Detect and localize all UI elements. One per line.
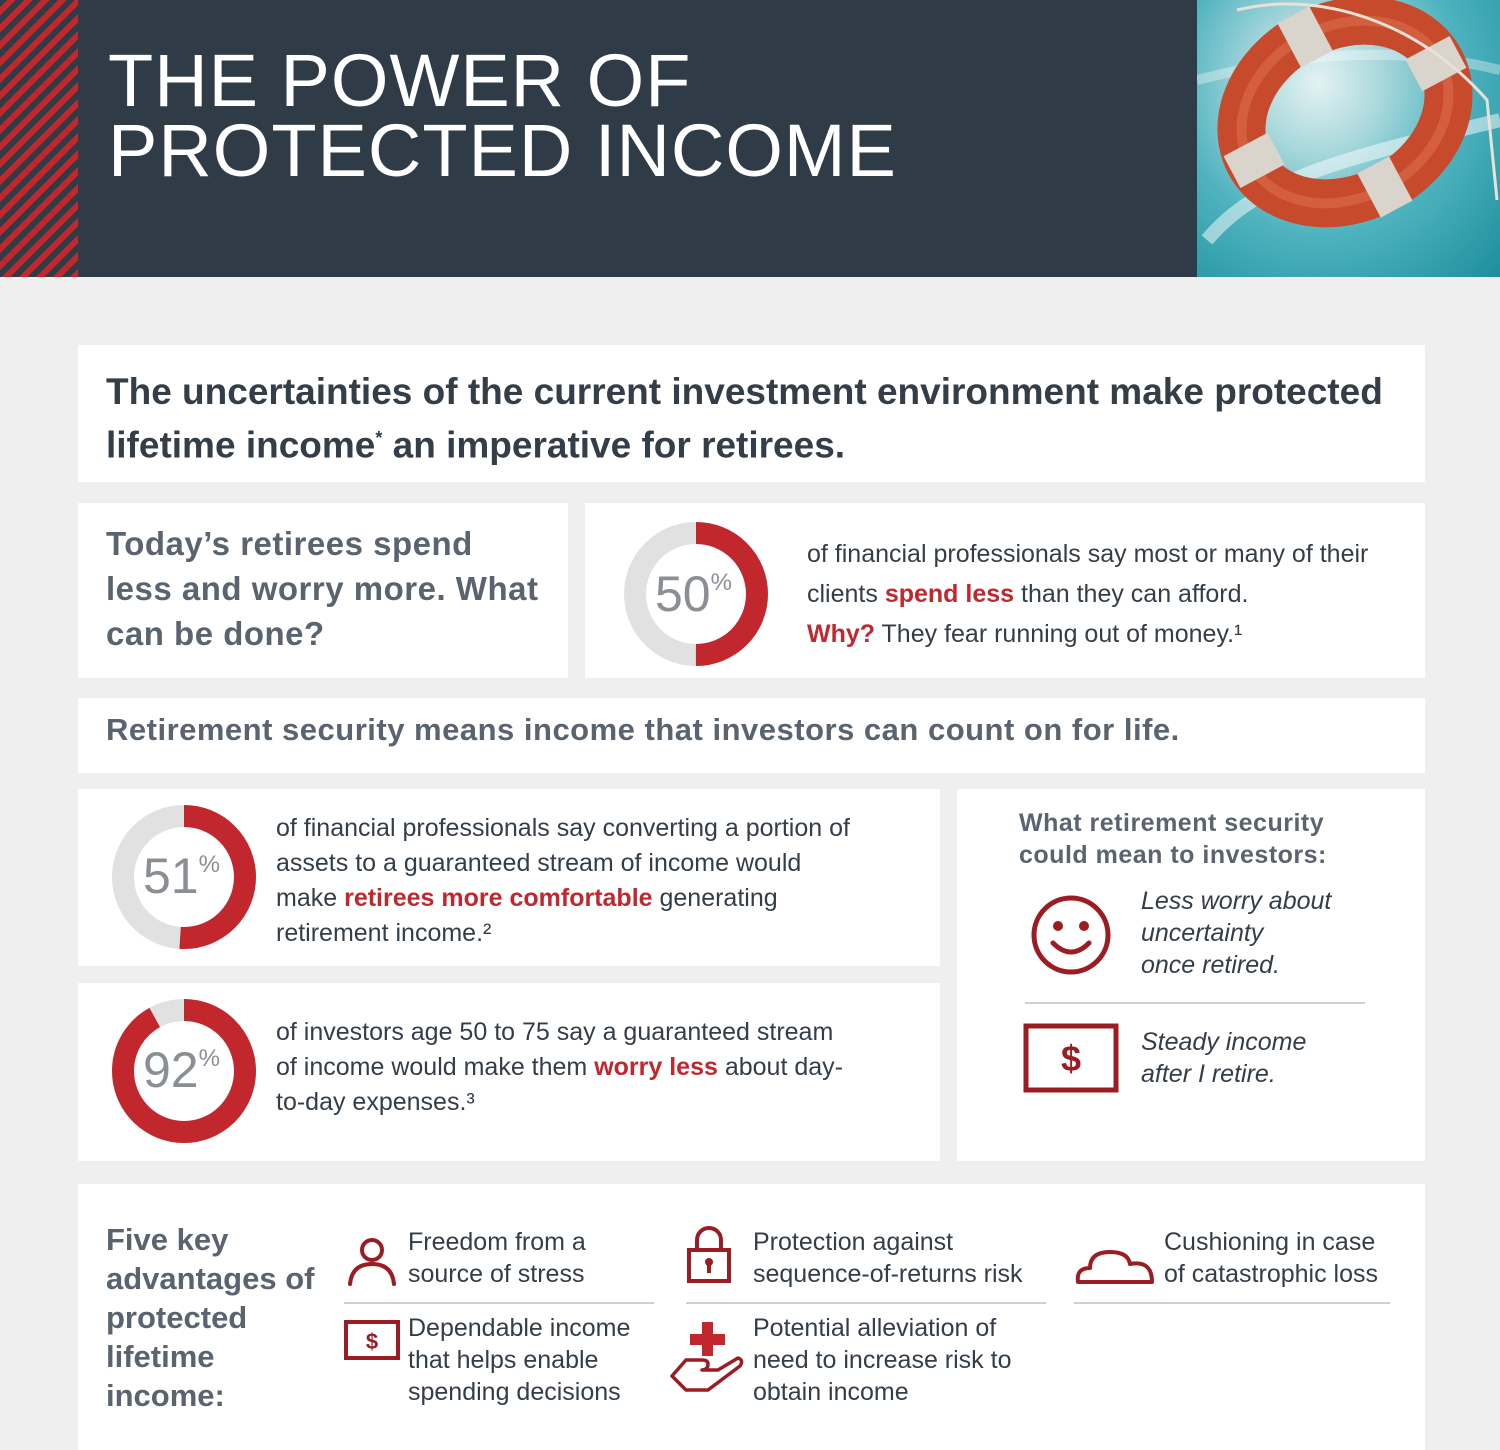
- stat-92-text-b: about day-to-day expenses.³: [276, 1053, 843, 1116]
- footnote-marker: *: [375, 428, 383, 448]
- page-title-line1: THE POWER OF: [108, 39, 692, 122]
- advantage-alleviation-line2: need to increase risk to: [753, 1346, 1012, 1374]
- donut-92-pct: %: [198, 1045, 220, 1072]
- donut-51-label: [143, 847, 220, 905]
- advantage-dependable-line1: Dependable income: [408, 1314, 631, 1342]
- donut-51-pct: %: [198, 851, 220, 878]
- advantage-protection: [753, 1226, 1023, 1290]
- stat-51-card: [78, 789, 940, 966]
- advantage-cushioning-line2: of catastrophic loss: [1164, 1260, 1378, 1288]
- advantage-freedom-line2: source of stress: [408, 1260, 585, 1288]
- donut-92-label: [143, 1041, 220, 1099]
- donut-50-pct: %: [710, 569, 732, 596]
- lock-icon: [686, 1224, 732, 1284]
- what-item-1-line2: uncertainty: [1141, 919, 1264, 947]
- donut-92-number: 92: [143, 1042, 199, 1098]
- stat-51-text: [276, 811, 856, 951]
- stat-50-highlight-why: Why?: [807, 620, 876, 648]
- advantage-protection-line2: sequence-of-returns risk: [753, 1260, 1023, 1288]
- stat-50-text-b: than they can afford.: [1014, 580, 1249, 608]
- page-title-line2: PROTECTED INCOME: [108, 109, 897, 192]
- advantage-dependable: [408, 1312, 630, 1408]
- dollar-bill-icon: [1023, 1023, 1119, 1093]
- five-advantages-title: Five key advantages of protected lifetime income:: [106, 1222, 315, 1413]
- headline-text-part2: an imperative for retirees.: [382, 424, 846, 466]
- what-item-1-line3: once retired.: [1141, 951, 1280, 979]
- divider: [1074, 1302, 1390, 1304]
- advantage-freedom: [408, 1226, 586, 1290]
- headline-card: [78, 345, 1425, 482]
- what-item-2-line1: Steady income: [1141, 1028, 1307, 1056]
- what-item-1-line1: Less worry about: [1141, 887, 1332, 915]
- stat-50-text-c: They fear running out of money.¹: [875, 620, 1243, 648]
- what-item-steady-income: [1141, 1026, 1306, 1090]
- intro-question: Today’s retirees spend less and worry more. What can be done?: [106, 525, 539, 652]
- stat-51-highlight: retirees more comfortable: [344, 884, 653, 912]
- advantage-protection-line1: Protection against: [753, 1228, 954, 1256]
- stat-92-text-a: of investors age 50 to 75 say a guaranteed stream of income would make them: [276, 1018, 834, 1081]
- hand-cross-icon: [668, 1320, 748, 1396]
- donut-50-label: [655, 565, 732, 623]
- donut-50-number: 50: [655, 566, 711, 622]
- smiley-icon: [1029, 893, 1113, 977]
- advantage-dependable-line2: that helps enable: [408, 1346, 599, 1374]
- stat-50-text-a: of financial professionals say most or many of their clients: [807, 540, 1369, 608]
- decorative-stripes: [0, 0, 78, 277]
- headline-text-part1: The uncertainties of the current investment environment make protected lifetime income: [106, 371, 1383, 466]
- headline-text: [106, 369, 1406, 468]
- advantage-alleviation-line3: obtain income: [753, 1378, 909, 1406]
- advantage-cushioning: [1164, 1226, 1378, 1290]
- what-security-title: What retirement security could mean to investors:: [1019, 809, 1327, 869]
- svg-text:$: $: [1060, 1038, 1082, 1079]
- stat-92-card: [78, 983, 940, 1161]
- stat-50-text: [807, 534, 1407, 654]
- divider: [686, 1302, 1046, 1304]
- advantage-cushioning-line1: Cushioning in case: [1164, 1228, 1376, 1256]
- life-ring-icon: [1197, 0, 1500, 277]
- svg-text:$: $: [365, 1329, 379, 1354]
- intro-question-card: [78, 503, 568, 678]
- divider: [1025, 1002, 1365, 1004]
- stat-51-text-a: of financial professionals say converting a portion of assets to a guaranteed stream of income would make: [276, 814, 850, 912]
- dollar-bill-icon: [344, 1320, 400, 1360]
- stat-50-highlight-spend-less: spend less: [884, 580, 1015, 608]
- advantage-dependable-line3: spending decisions: [408, 1378, 621, 1406]
- advantage-alleviation-line1: Potential alleviation of: [753, 1314, 997, 1342]
- page-title: [108, 39, 897, 192]
- what-security-card: [957, 789, 1425, 1161]
- stat-50-card: [585, 503, 1425, 678]
- person-icon: [344, 1236, 400, 1286]
- what-item-less-worry: [1141, 885, 1331, 981]
- donut-51-number: 51: [143, 848, 199, 904]
- stat-92-text: [276, 1015, 856, 1120]
- stat-51-text-b: generating retirement income.²: [276, 884, 778, 947]
- five-advantages-card: [78, 1184, 1425, 1450]
- life-ring-photo: [1197, 0, 1500, 277]
- security-card: [78, 698, 1425, 773]
- stat-92-highlight: worry less: [594, 1053, 718, 1081]
- divider: [344, 1302, 654, 1304]
- what-item-2-line2: after I retire.: [1141, 1060, 1276, 1088]
- security-heading: Retirement security means income that investors can count on for life.: [106, 712, 1180, 747]
- advantage-alleviation: [753, 1312, 1011, 1408]
- cloud-icon: [1074, 1244, 1156, 1286]
- advantage-freedom-line1: Freedom from a: [408, 1228, 586, 1256]
